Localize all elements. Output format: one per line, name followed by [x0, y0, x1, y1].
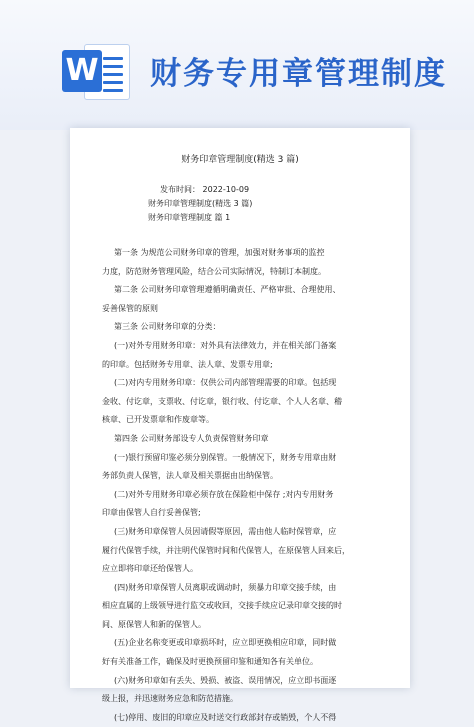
paragraph-line: (四)财务印章保管人员离职或调动时，须暴力印章交接手续，由	[114, 582, 337, 592]
paragraph-line: 第一条 为规范公司财务印章的管理，加强对财务事项的监控	[114, 248, 325, 257]
publish-time: 发布时间： 2022-10-09	[160, 185, 250, 194]
paragraph-line: 印章由保管人自行妥善保管;	[102, 508, 201, 518]
document-page	[70, 128, 410, 722]
paragraph	[70, 672, 410, 709]
paragraph-line: 第三条 公司财务印章的分类：	[114, 322, 221, 332]
paragraph-line: (二)对内专用财务印章：仅供公司内部管理需要的印章。包括现	[114, 378, 337, 388]
part-label: 财务印章管理制度 篇 1	[148, 213, 231, 222]
paragraph	[70, 634, 410, 671]
paragraph-line: 力度，防范财务管理风险，结合公司实际情况，特制订本制度。	[102, 266, 326, 276]
paragraph	[70, 281, 410, 318]
document-title: 财务印章管理制度(精选 3 篇)	[181, 155, 299, 165]
paragraph-line: (七)停用、废旧的印章应及时送交行政部封存或销毁，个人不得	[114, 712, 337, 722]
paragraph-line: 第二条 公司财务印章管理遵循明确责任、严格审批、合理使用、	[114, 285, 341, 295]
document-subtitle: 财务印章管理制度(精选 3 篇)	[148, 199, 253, 208]
banner-title: 财务专用章管理制度	[150, 56, 447, 92]
paragraph-line: 第四条 公司财务部设专人负责保管财务印章	[114, 433, 269, 443]
paragraph-line: 妥善保管的原则	[102, 303, 158, 313]
paragraph-line: 相应直属的上级领导进行监交或收回，交接手续应记录印章交接的时	[102, 601, 342, 611]
paragraph	[70, 374, 410, 430]
paragraph-line: 应立即将印章还给保管人。	[102, 564, 198, 574]
paragraph	[70, 579, 410, 635]
word-icon	[62, 40, 130, 102]
paragraph-line: (六)财务印章如有丢失、毁损、被盗、误用情况，应立即书面逐	[114, 675, 337, 685]
paragraph	[70, 244, 410, 281]
paragraph-line: (五)企业名称变更或印章损坏时，应立即更换相应印章，同时做	[114, 638, 337, 648]
paragraph	[70, 709, 410, 727]
paragraph-line: 好有关准备工作，确保及时更换预留印鉴和通知各有关单位。	[102, 657, 318, 667]
paragraph	[70, 486, 410, 523]
paragraph	[70, 318, 410, 337]
paragraph-line: (二)对外专用财务印章必须存放在保险柜中保存 ;对内专用财务	[114, 489, 334, 499]
paragraph	[70, 430, 410, 449]
paragraph-line: (一)银行预留印鉴必须分别保管。一般情况下，财务专用章由财	[114, 452, 337, 462]
paragraph-line: 务部负责人保管，法人章及相关票据由出纳保管。	[102, 471, 278, 481]
paragraph-line: 级上报，并迅速财务应急和防范措施。	[102, 694, 238, 704]
banner	[0, 0, 474, 130]
word-logo-letter: W	[62, 50, 102, 92]
document-body	[70, 244, 410, 727]
paragraph	[70, 523, 410, 579]
paragraph-line: 金收、付讫章，支票收、付讫章，银行收、付讫章、个人人名章、稽	[102, 396, 342, 406]
paragraph	[70, 449, 410, 486]
paragraph-line: 的印章。包括财务专用章、法人章、发票专用章;	[102, 359, 273, 369]
paragraph-line: 履行代保管手续，并注明代保管时间和代保管人，在原保管人回来后，	[102, 545, 350, 555]
paragraph-line: 间、原保管人和新的保管人。	[102, 619, 206, 629]
paragraph	[70, 337, 410, 374]
paragraph-line: (一)对外专用财务印章：对外具有法律效力，并在相关部门备案	[114, 340, 337, 350]
paragraph-line: 核章、已开发票章和作废章等。	[102, 415, 214, 425]
paragraph-line: (三)财务印章保管人员因请假等原因，需由他人临时保管章，应	[114, 526, 337, 536]
